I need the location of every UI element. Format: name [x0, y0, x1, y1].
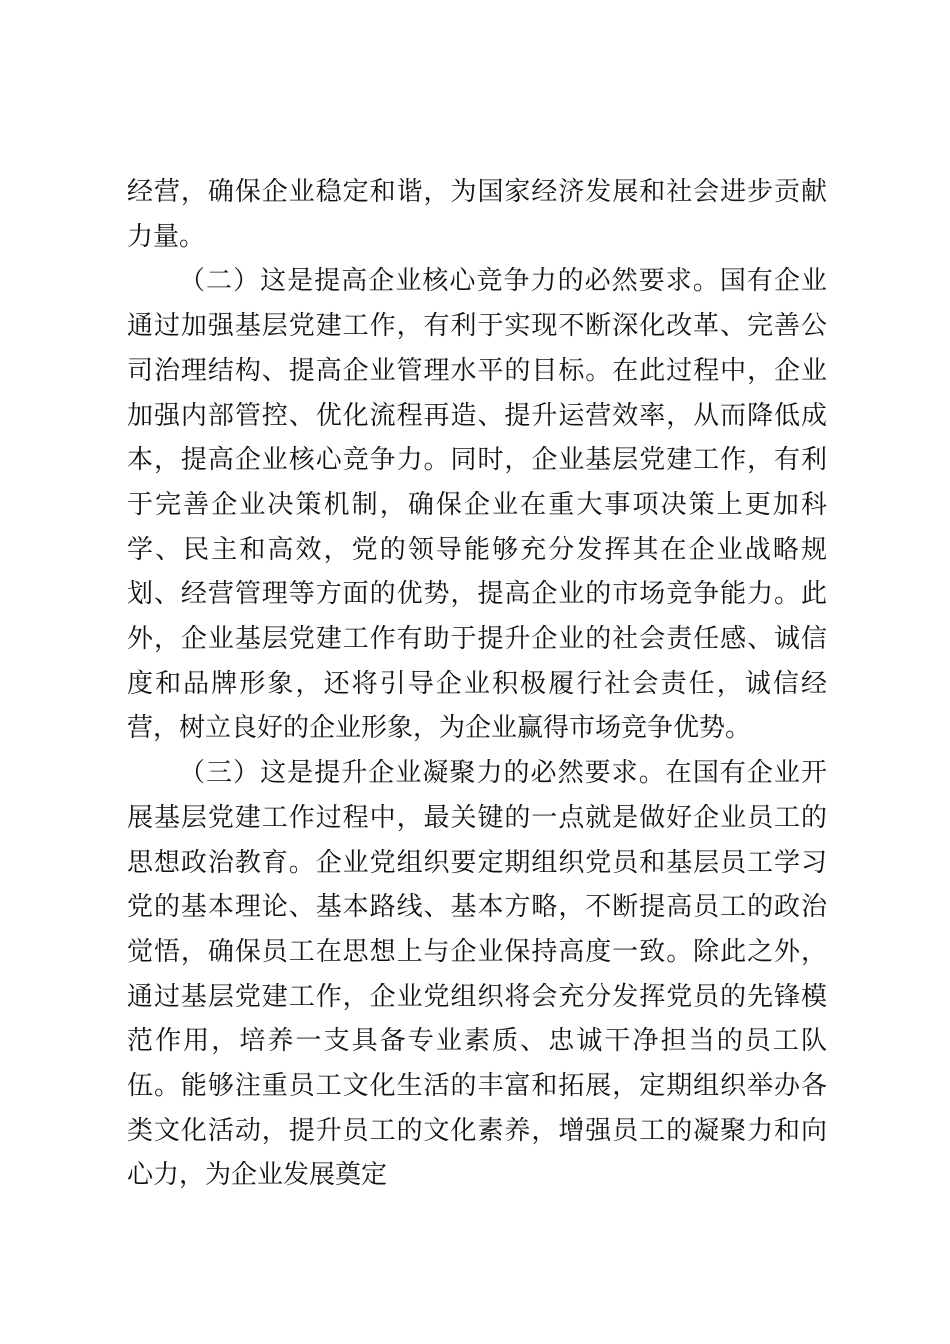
document-body: [127, 170, 827, 1198]
paragraph-core-competitiveness: （二）这是提高企业核心竞争力的必然要求。国有企业通过加强基层党建工作，有利于实现不断深化改革、完善公司治理结构、提高企业管理水平的目标。在此过程中，企业加强内部管控、优化流程再造、提升运营效率，从而降低成本，提高企业核心竞争力。同时，企业基层党建工作，有利于完善企业决策机制，确保企业在重大事项决策上更加科学、民主和高效，党的领导能够充分发挥其在企业战略规划、经营管理等方面的优势，提高企业的市场竞争能力。此外，企业基层党建工作有助于提升企业的社会责任感、诚信度和品牌形象，还将引导企业积极履行社会责任，诚信经营，树立良好的企业形象，为企业赢得市场竞争优势。: [127, 266, 827, 744]
paragraph-continuation: 经营，确保企业稳定和谐，为国家经济发展和社会进步贡献力量。: [127, 177, 827, 252]
paragraph-cohesion: （三）这是提升企业凝聚力的必然要求。在国有企业开展基层党建工作过程中，最关键的一点就是做好企业员工的思想政治教育。企业党组织要定期组织党员和基层员工学习党的基本理论、基本路线、基本方略，不断提高员工的政治觉悟，确保员工在思想上与企业保持高度一致。除此之外，通过基层党建工作，企业党组织将会充分发挥党员的先锋模范作用，培养一支具备专业素质、忠诚干净担当的员工队伍。能够注重员工文化生活的丰富和拓展，定期组织举办各类文化活动，提升员工的文化素养，增强员工的凝聚力和向心力，为企业发展奠定: [127, 758, 827, 1191]
